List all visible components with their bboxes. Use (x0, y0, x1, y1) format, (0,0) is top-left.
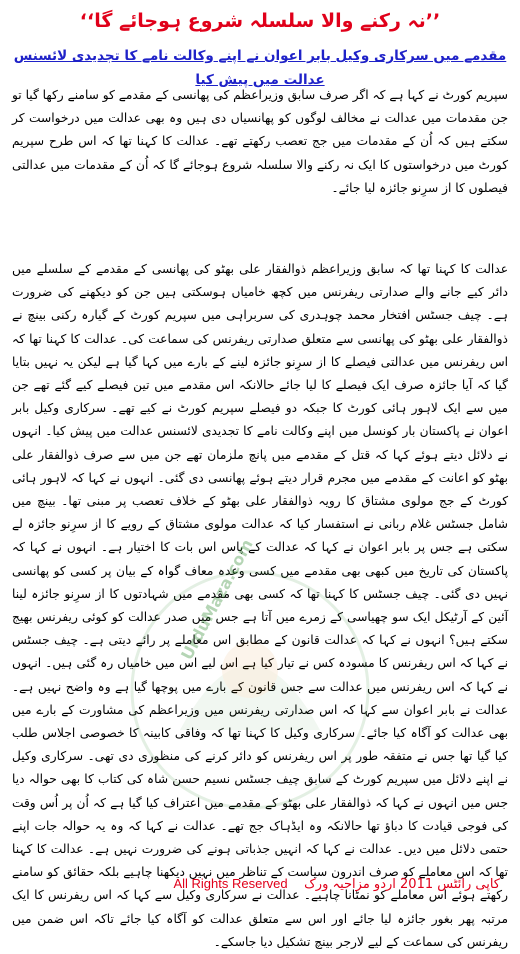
page-footer (20, 874, 500, 895)
article-paragraph-2: عدالت کا کہنا تھا کہ سابق وزیراعظم ذوالفقار علی بھٹو کی پھانسی کے مقدمے کے سلسلے میں دائر کیے جانے والے صدارتی ریفرنس میں کچھ خامیاں ہوسکتی ہیں جن کو دیکھنے کی ضرورت ہے۔ چیف جسٹس افتخار محمد چوہدری کی سربراہی میں سپریم کورٹ کے گیارہ رکنی بینچ نے ذوالفقار علی بھٹو کی پھانسی سے متعلق صدارتی ریفرنس کی سماعت کی۔ عدالت کا کہنا تھا کہ اس ریفرنس میں عدالتی فیصلے کا از سرِنو جائزہ لینے کے بارے میں کہا گیا ہے لیکن یہ نہیں بتایا گیا کہ آیا جائزہ صرف ایک فیصلے کا لیا جائے حالانکہ اس مقدمے میں تین فیصلے کیے گئے تھے جن میں سے ایک لاہور ہائی کورٹ کا جبکہ دو فیصلے سپریم کورٹ نے کیے تھے۔ سرکاری وکیل بابر اعوان نے پاکستان بار کونسل میں اپنے وکالت نامے کا تجدیدی لائسنس عدالت میں پیش کیا۔ انہوں نے دلائل دیتے ہوئے کہا کہ قتل کے مقدمے میں پانچ ملزمان تھے جن میں سے صرف ذوالفقار علی بھٹو کو اعانت کے مقدمے میں مجرم قرار دیتے ہوئے پھانسی دی گئی۔ انہوں نے کہا کہ لاہور ہائی کورٹ کے جج مولوی مشتاق کا رویہ ذوالفقار علی بھٹو کے خلاف تعصب پر مبنی تھا۔ بینچ میں شامل جسٹس غلام ربانی نے استفسار کیا کہ عدالت مولوی مشتاق کے رویے کا از سرِنو جائزہ لے سکتی ہے جس پر بابر اعوان نے کہا کہ عدالت کے پاس اس بات کا اختیار ہے۔ انہوں نے کہا کہ پاکستان کی تاریخ میں کبھی بھی مقدمے میں کسی وعدہ معاف گواہ کے بیان پر کسی کو پھانسی نہیں دی گئی۔ چیف جسٹس کا کہنا تھا کہ کسی بھی مقدمے میں شہادتوں کا از سرِنو جائزہ لینا آئین کے آرٹیکل ایک سو چھیاسی کے زمرے میں آتا ہے جس میں صدر عدالت کو کوئی ریفرنس بھیج سکتے ہیں؟ انہوں نے کہا کہ عدالت قانون کے مطابق اس معاملے پر رائے دیتی ہے۔ چیف جسٹس نے کہا کہ اس ریفرنس کا مسودہ کس نے تیار کیا ہے اس لیے اس میں خامیاں رہ گئی ہیں۔ انہوں نے کہا کہ اس ریفرنس میں عدالت سے جس قانون کے بارے میں پوچھا گیا ہے وہ واضح نہیں ہے۔ عدالت نے بابر اعوان سے کہا کہ اس صدارتی ریفرنس میں وزیراعظم کی مشاورت کے بارے میں بھی عدالت کو آگاہ کیا جائے۔ سرکاری وکیل کا کہنا تھا کہ وفاقی کابینہ کا خصوصی اجلاس طلب کیا گیا تھا جس نے متفقہ طور پر اس ریفرنس کو دائر کرنے کی منظوری دی تھی۔ سرکاری وکیل نے اپنے دلائل میں سپریم کورٹ کے سابق چیف جسٹس نسیم حسن شاہ کی کتاب کا بھی حوالہ دیا جس میں انہوں نے کہا کہ ذوالفقار علی بھٹو کے مقدمے میں اعتراف کیا گیا ہے کہ اُن پر اُس وقت کی فوجی قیادت کا دباؤ تھا حالانکہ وہ ایڈہاک جج تھے۔ عدالت نے کہا کہ وہ یہ حوالہ جات اپنے حتمی دلائل میں دیں۔ عدالت نے کہا کہ انہیں جذباتی ہونے کی ضرورت نہیں ہے۔ عدالت کا کہنا تھا کہ اس معاملے کو صرف اندرون سیاست کے تناظر میں نہیں دیکھنا چاہیے بلکہ حقائق کو سامنے رکھتے ہوئے اس معاملے کو نمٹانا چاہیے۔ عدالت نے سرکاری وکیل سے کہا کہ اس ریفرنس کا ایک مرتبہ پھر بغور جائزہ لیا جائے اور اس سے متعلق عدالت کو آگاہ کیا جائے تاکہ اس ضمن میں ریفرنس کی سماعت کے لیے لارجر بینچ تشکیل دیا جاسکے۔ (12, 262, 508, 949)
footer-copyright: کاپی رائٹس 2011 اردو مزاحیہ ورک (304, 877, 500, 892)
footer-rights: All Rights Reserved (173, 876, 288, 891)
article-subtitle: مقدمے میں سرکاری وکیل بابر اعوان نے اپنے وکالت نامے کا تجدیدی لائسنس عدالت میں پیش کیا (13, 48, 507, 88)
article-title: ’’نہ رکنے والا سلسلہ شروع ہوجائے گا‘‘ (79, 10, 441, 32)
watermark-text: UrduMaza.com (177, 535, 257, 664)
article-paragraph-1: سپریم کورٹ نے کہا ہے کہ اگر صرف سابق وزیراعظم کی پھانسی کے مقدمے کو سامنے رکھا گیا تو جن مقدمات میں عدالت نے مخالف لوگوں کو پھانسیاں دی ہیں وہ بھی عدالت میں درخواست کر سکتے ہیں کہ اُن کے مقدمات میں جج تعصب رکھتے تھے۔ عدالت کا کہنا تھا کہ اس طرح سپریم کورٹ میں درخواستوں کا ایک نہ رکنے والا سلسلہ شروع ہوجائے گا کہ اُن کے مقدمات میں عدالتی فیصلوں کا از سرِنو جائزہ لیا جائے۔ (12, 88, 508, 195)
